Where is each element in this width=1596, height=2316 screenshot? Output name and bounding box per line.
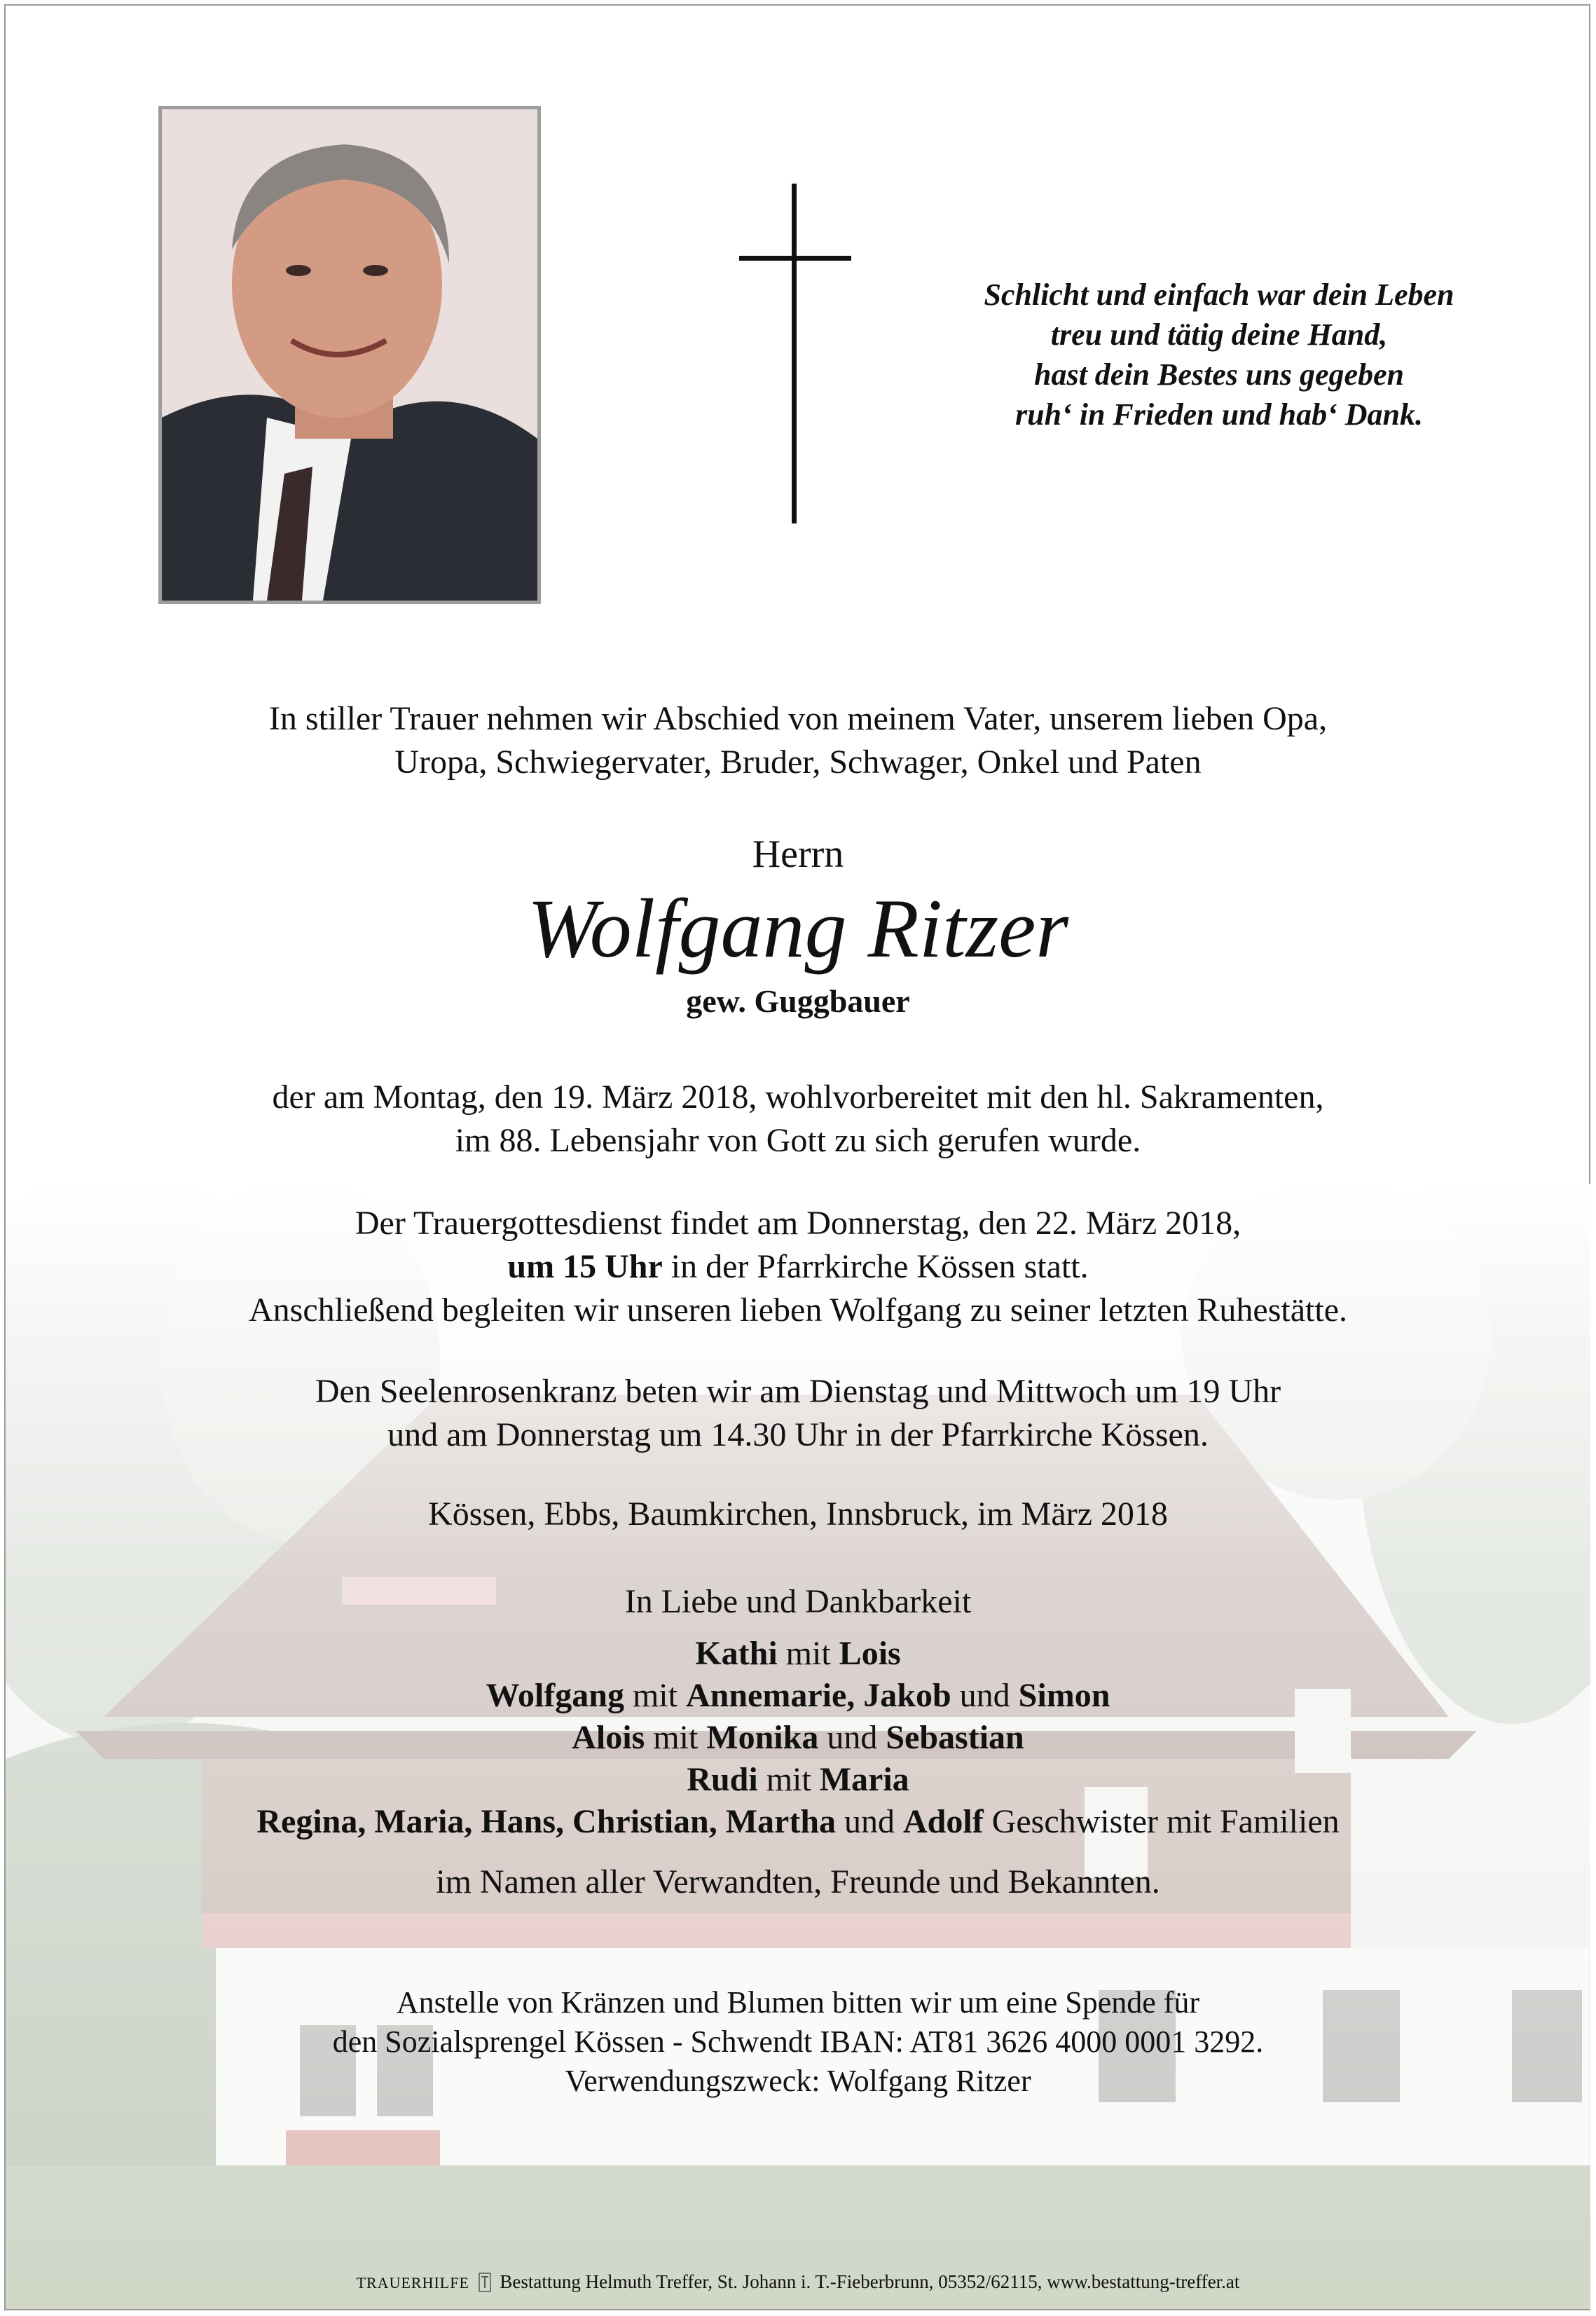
- intro-line: In stiller Trauer nehmen wir Abschied von meinem Vater, unserem lieben Opa,: [268, 700, 1328, 737]
- donation-line: Anstelle von Kränzen und Blumen bitten wir um eine Spende für: [396, 1985, 1200, 2020]
- intro-line: Uropa, Schwiegervater, Bruder, Schwager, Onkel und Paten: [394, 744, 1202, 781]
- service-place: in der Pfarrkirche Kössen statt.: [662, 1248, 1089, 1285]
- family-row: Rudi mit Maria: [687, 1761, 909, 1798]
- footer-brand: TRAUERHILFE: [356, 2274, 469, 2291]
- footer-text: Bestattung Helmuth Treffer, St. Johann i. T.-Fieberbrunn, 05352/62115, www.bestattung-treffer.at: [500, 2271, 1240, 2292]
- closing-phrase: In Liebe und Dankbarkeit: [624, 1583, 972, 1620]
- death-line: im 88. Lebensjahr von Gott zu sich gerufen wurde.: [455, 1122, 1141, 1159]
- service-time: um 15 Uhr: [507, 1248, 663, 1285]
- death-notice: [70, 1076, 1526, 1163]
- poem: [911, 275, 1527, 434]
- service-line: [70, 1245, 1526, 1289]
- poem-line: treu und tätig deine Hand,: [1050, 317, 1388, 352]
- family-row: Kathi mit Lois: [695, 1635, 901, 1672]
- rosary-line: Den Seelenrosenkranz beten wir am Dienstag und Mittwoch um 19 Uhr: [315, 1373, 1281, 1410]
- deceased-name: Wolfgang Ritzer: [527, 882, 1069, 975]
- family-row: Wolfgang mit Annemarie, Jakob und Simon: [486, 1677, 1110, 1714]
- poem-line: hast dein Bestes uns gegeben: [1033, 357, 1405, 392]
- places-date: Kössen, Ebbs, Baumkirchen, Innsbruck, im März 2018: [428, 1495, 1168, 1533]
- former-name: gew. Guggbauer: [686, 983, 910, 1019]
- rosary-line: und am Donnerstag um 14.30 Uhr in der Pfarrkirche Kössen.: [387, 1416, 1209, 1453]
- rosary-info: [70, 1370, 1526, 1457]
- service-line: Der Trauergottesdienst findet am Donnerstag, den 22. März 2018,: [355, 1205, 1241, 1242]
- relatives-line: im Namen aller Verwandten, Freunde und Bekannten.: [436, 1863, 1160, 1900]
- poem-line: Schlicht und einfach war dein Leben: [984, 277, 1454, 312]
- service-info: [70, 1202, 1526, 1332]
- undertaker-logo-icon: [479, 2273, 491, 2292]
- donation-line: Verwendungszweck: Wolfgang Ritzer: [565, 2064, 1031, 2098]
- salutation: Herrn: [752, 832, 844, 876]
- family-row: Alois mit Monika und Sebastian: [572, 1719, 1024, 1756]
- donation-info: [70, 1983, 1526, 2101]
- intro-text: [70, 697, 1526, 784]
- death-line: der am Montag, den 19. März 2018, wohlvorbereitet mit den hl. Sakramenten,: [272, 1078, 1324, 1116]
- service-line: Anschließend begleiten wir unseren lieben Wolfgang zu seiner letzten Ruhestätte.: [248, 1291, 1348, 1329]
- donation-line: den Sozialsprengel Kössen - Schwendt IBAN: AT81 3626 4000 0001 3292.: [332, 2024, 1264, 2059]
- family-row: Regina, Maria, Hans, Christian, Martha und Adolf Geschwister mit Familien: [256, 1803, 1340, 1840]
- family-list: [70, 1633, 1526, 1843]
- footer: [70, 2269, 1526, 2296]
- portrait-photo: [158, 106, 541, 604]
- cross-icon: [739, 184, 851, 523]
- poem-line: ruh‘ in Frieden und hab‘ Dank.: [1015, 397, 1423, 432]
